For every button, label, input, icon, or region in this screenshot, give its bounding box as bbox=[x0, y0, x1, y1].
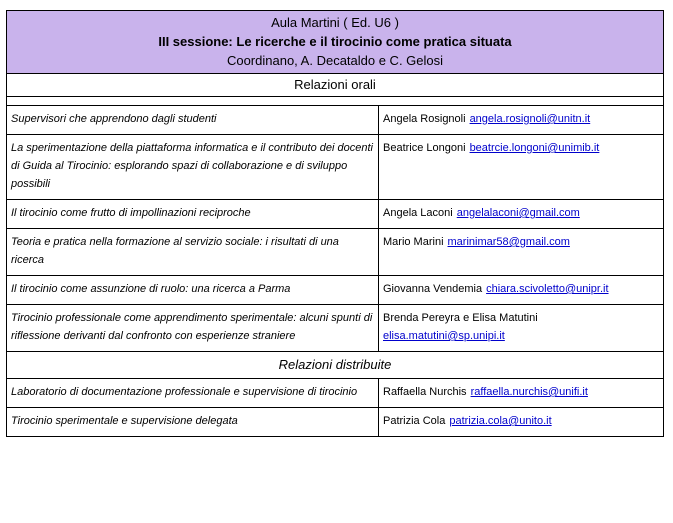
speaker-cell bbox=[379, 229, 664, 276]
session-title: III sessione: Le ricerche e il tirocinio come pratica situata bbox=[158, 34, 512, 49]
section-distributed-heading: Relazioni distribuite bbox=[7, 352, 664, 379]
talk-title: Il tirocinio come frutto di impollinazioni reciproche bbox=[7, 200, 379, 229]
speaker-name: Giovanna Vendemia bbox=[383, 283, 483, 295]
table-row bbox=[7, 135, 664, 200]
speaker-name: Angela Rosignoli bbox=[383, 113, 466, 125]
table-row bbox=[7, 379, 664, 408]
speaker-email-link[interactable]: elisa.matutini@sp.unipi.it bbox=[383, 330, 505, 342]
table-row bbox=[7, 408, 664, 437]
talk-title: Tirocinio professionale come apprendimento sperimentale: alcuni spunti di riflessione derivanti dal confronto con esperienze straniere bbox=[7, 305, 379, 352]
session-document bbox=[6, 10, 663, 437]
speaker-name: Patrizia Cola bbox=[383, 415, 446, 427]
speaker-email-link[interactable]: chiara.scivoletto@unipr.it bbox=[486, 283, 609, 295]
talk-title: Teoria e pratica nella formazione al servizio sociale: i risultati di una ricerca bbox=[7, 229, 379, 276]
coordinators: Coordinano, A. Decataldo e C. Gelosi bbox=[226, 53, 444, 68]
session-table bbox=[6, 10, 664, 437]
speaker-name: Angela Laconi bbox=[383, 207, 453, 219]
speaker-name: Beatrice Longoni bbox=[383, 142, 466, 154]
table-row bbox=[7, 305, 664, 352]
table-row bbox=[7, 200, 664, 229]
speaker-email-link[interactable]: patrizia.cola@unito.it bbox=[449, 415, 552, 427]
speaker-email-link[interactable]: marinimar58@gmail.com bbox=[447, 236, 570, 248]
talk-title: Laboratorio di documentazione professionale e supervisione di tirocinio bbox=[7, 379, 379, 408]
session-header bbox=[7, 11, 664, 74]
talk-title: Tirocinio sperimentale e supervisione delegata bbox=[7, 408, 379, 437]
table-row bbox=[7, 276, 664, 305]
talk-title: Supervisori che apprendono dagli studenti bbox=[7, 106, 379, 135]
speaker-email-link[interactable]: angela.rosignoli@unitn.it bbox=[469, 113, 591, 125]
speaker-name: Raffaella Nurchis bbox=[383, 386, 467, 398]
speaker-cell bbox=[379, 276, 664, 305]
speaker-cell bbox=[379, 379, 664, 408]
speaker-cell bbox=[379, 305, 664, 352]
room-title: Aula Martini ( Ed. U6 ) bbox=[271, 15, 399, 30]
speaker-cell bbox=[379, 106, 664, 135]
talk-title: Il tirocinio come assunzione di ruolo: una ricerca a Parma bbox=[7, 276, 379, 305]
talk-title: La sperimentazione della piattaforma informatica e il contributo dei docenti di Guida al Tirocinio: esplorando spazi di collaborazione e di sviluppo possibili bbox=[7, 135, 379, 200]
speaker-email-link[interactable]: beatrcie.longoni@unimib.it bbox=[469, 142, 600, 154]
table-row bbox=[7, 106, 664, 135]
section-oral-heading: Relazioni orali bbox=[7, 74, 664, 97]
speaker-cell bbox=[379, 200, 664, 229]
speaker-email-link[interactable]: angelalaconi@gmail.com bbox=[456, 207, 580, 219]
speaker-cell bbox=[379, 408, 664, 437]
spacer-row bbox=[7, 97, 664, 106]
speaker-name: Brenda Pereyra e Elisa Matutini bbox=[383, 312, 538, 324]
speaker-cell bbox=[379, 135, 664, 200]
speaker-name: Mario Marini bbox=[383, 236, 444, 248]
speaker-email-link[interactable]: raffaella.nurchis@unifi.it bbox=[470, 386, 588, 398]
table-row bbox=[7, 229, 664, 276]
